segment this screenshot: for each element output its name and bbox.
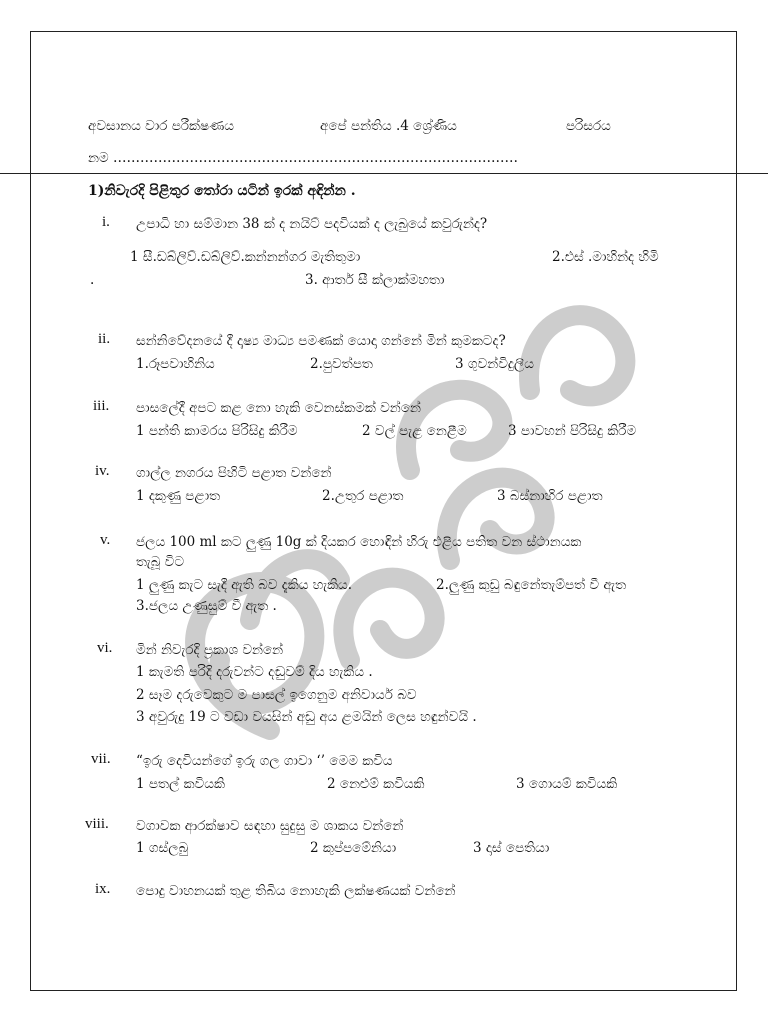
- question-text: සන්නිවේදනයේ දී දෘෂ්‍ය මාධ්‍ය පමණක් යොදා ගන්නේ මින් කුමකටද?: [136, 333, 506, 349]
- question-text: වගාවක ආරක්ෂාව සඳහා සුදුසු ම ශාකය වන්නේ: [136, 818, 404, 834]
- question-number: i.: [102, 214, 110, 230]
- option-2: 2 කුප්පමේනියා: [310, 840, 397, 856]
- stray-dot: .: [90, 272, 95, 288]
- option-3: 3 ගුවන්විදුලිය: [455, 356, 534, 372]
- question-number: vi.: [97, 640, 113, 656]
- question-text: ජලය 100 ml කට ලුණු 10g ක් දියකර හොඳින් හිරු එළිය පතිත වන ස්ථානයක: [136, 534, 582, 550]
- option-1: 1 සී.ඩබ්ලිව්.ඩබ්ලිව්.කන්නන්ගර මැතිතුමා: [130, 249, 361, 265]
- option-1: 1 කැමති පරිදි දරුවන්ට දඬුවම් දිය හැකිය .: [136, 664, 373, 680]
- question-number: iv.: [95, 463, 110, 479]
- name-line: නම ………………………………………………………………………………: [88, 150, 518, 166]
- question-number: v.: [100, 532, 111, 548]
- question-text: මින් නිවැරදි ප්‍රකාශ වන්නේ: [136, 642, 284, 658]
- option-2: 2 නෙළුම් කවියකි: [327, 776, 425, 792]
- question-text: ගාල්ල නගරය පිහිටි පළාත වන්නේ: [136, 465, 332, 481]
- question-number: vii.: [91, 751, 111, 767]
- header-divider: [0, 173, 768, 174]
- exam-title: අවසානය වාර පරීක්ෂණය: [88, 118, 234, 134]
- question-number: iii.: [93, 398, 110, 414]
- question-number: ii.: [98, 331, 111, 347]
- option-1: 1 ලුණු කැට සැදී ඇති බව දැකිය හැකිය.: [136, 577, 353, 593]
- question-text-continued: තැබූ විට: [136, 554, 185, 570]
- question-number: ix.: [95, 881, 111, 897]
- section-title: 1)නිවැරදි පිළිතුර තෝරා යටින් ඉරක් අඳින්න .: [88, 183, 356, 199]
- question-text: පොදු වාහනයක් තුළ තිබිය නොහැකි ලක්ෂණයක් වන්නේ: [136, 883, 456, 899]
- class-label: අපේ පන්තිය .4 ශ්‍රේණිය: [320, 118, 457, 134]
- option-3: 3 බස්නාහිර පළාත: [497, 488, 603, 504]
- option-2: 2.ලුණු කුඩු බඳුනේතැම්පත් වී ඇත: [436, 577, 627, 593]
- option-2: 2.උතුර පළාත: [322, 488, 404, 504]
- option-3: 3 ගොයම් කවියකි: [516, 776, 618, 792]
- option-1: 1.රූපවාහිනිය: [136, 356, 215, 372]
- option-2: 2.පුවත්පත: [310, 356, 373, 372]
- option-3: 3.ජලය උණුසුම් වී ඇත .: [136, 598, 277, 614]
- option-1: 1 ගස්ලබු: [136, 840, 189, 856]
- option-3: 3. ආතර් සී ක්ලාක්මහතා: [305, 272, 445, 288]
- option-2: 2 වල් පැළ නෙළීම: [362, 423, 467, 439]
- question-text: උපාධි හා සම්මාන 38 ක් ද නයිට් පදවියක් ද ලැබුයේ කවුරුන්ද?: [136, 216, 488, 232]
- option-1: 1 පතල් කවියකි: [136, 776, 225, 792]
- option-1: 1 පන්ති කාමරය පිරිසිදු කිරීම: [136, 423, 298, 439]
- subject-label: පරිසරය: [566, 118, 611, 134]
- question-number: viii.: [85, 816, 109, 832]
- option-2: 2 සෑම දරුවෙකුට ම පාසල් ඉගෙනුම අනිවාර්ය බව: [136, 687, 417, 703]
- option-3: 3 දාස් පෙතියා: [473, 840, 550, 856]
- question-text: පාසලේදී අපට කළ නො හැකි වෙනස්කමක් වන්නේ: [136, 400, 421, 416]
- option-1: 1 දකුණු පළාත: [136, 488, 221, 504]
- option-2: 2.එස් .මාහින්ද හිමි: [552, 249, 659, 265]
- option-3: 3 අවුරුදු 19 ට වඩා වයසින් අඩු අය ළමයින් ලෙස හඳුන්වයි .: [136, 709, 477, 725]
- question-text: “ඉරු දෙවියන්ගේ ඉරු ගල ගාවා ‘’ මෙම කවිය: [136, 753, 393, 769]
- option-3: 3 පාවහන් පිරිසිදු කිරීම: [508, 423, 637, 439]
